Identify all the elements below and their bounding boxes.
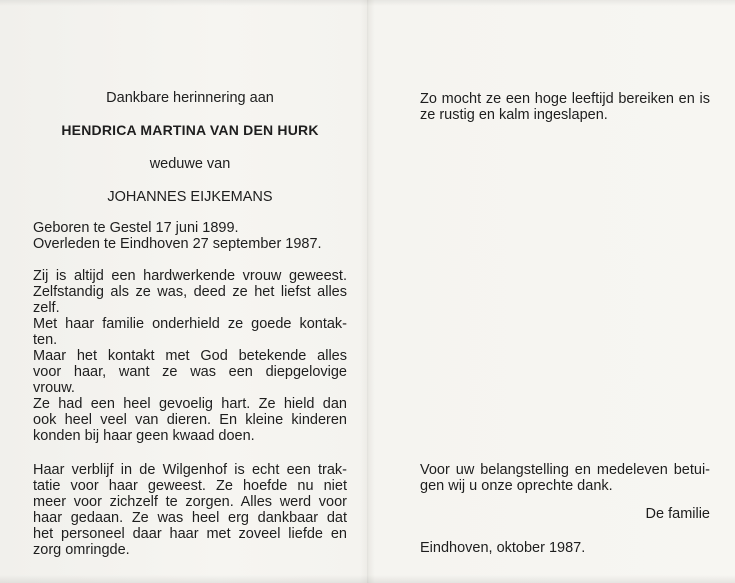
text-line: Zo mocht ze een hoge leeftijd bereiken en is [420, 91, 710, 107]
card-bottom-shadow [0, 575, 735, 583]
text-line: konden bij haar geen kwaad doen. [33, 428, 255, 444]
intro-line: Dankbare herinnering aan [106, 90, 274, 106]
text-line: Haar verblijf in de Wilgenhof is echt een trak- [33, 462, 347, 478]
text-line: vrouw. [33, 380, 75, 396]
thanks-paragraph [420, 462, 710, 494]
text-line: haar gedaan. Ze was heel erg dankbaar dat [33, 510, 347, 526]
text-line: ze rustig en kalm ingeslapen. [420, 107, 608, 123]
biography-paragraph-1 [33, 268, 347, 444]
deceased-name: HENDRICA MARTINA VAN DEN HURK [61, 122, 319, 138]
text-line: Maar het kontakt met God betekende alles [33, 348, 347, 364]
text-line: meer voor zichzelf te zorgen. Alles werd voor [33, 494, 347, 510]
place-date: Eindhoven, oktober 1987. [420, 540, 586, 556]
text-line: gen wij u onze oprechte dank. [420, 478, 613, 494]
relation-line: weduwe van [149, 156, 231, 172]
text-line: het personeel daar haar met zoveel liefde en [33, 526, 347, 542]
text-line: Zij is altijd een hardwerkende vrouw geweest. [33, 268, 347, 284]
text-line: ten. [33, 332, 58, 348]
text-line: zorg omringde. [33, 542, 130, 558]
text-line: ook heel veel van dieren. En kleine kinderen [33, 412, 347, 428]
text-line: Zelfstandig als ze was, deed ze het liefst alles [33, 284, 347, 300]
card-fold [367, 0, 369, 583]
text-line: Met haar familie onderhield ze goede kontak- [33, 316, 347, 332]
text-line: tatie voor haar geweest. Ze hoefde nu niet [33, 478, 347, 494]
birth-line: Geboren te Gestel 17 juni 1899. [33, 220, 239, 236]
death-line: Overleden te Eindhoven 27 september 1987. [33, 236, 322, 252]
text-line: Ze had een heel gevoelig hart. Ze hield dan [33, 396, 347, 412]
biography-paragraph-2 [33, 462, 347, 558]
spouse-name: JOHANNES EIJKEMANS [107, 189, 273, 205]
closing-paragraph [420, 91, 710, 123]
text-line: Voor uw belangstelling en medeleven betui- [420, 462, 710, 478]
text-line: voor haar, want ze was een diepgelovige [33, 364, 347, 380]
family-signature: De familie [645, 506, 710, 522]
text-line: zelf. [33, 300, 60, 316]
